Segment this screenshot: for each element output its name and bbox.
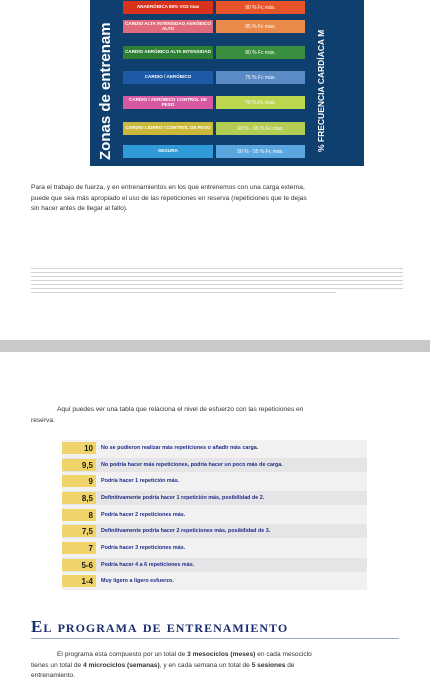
rpe-row	[62, 491, 367, 505]
rpe-description: Podría hacer 2 repeticiones más.	[101, 512, 186, 518]
rpe-row	[62, 558, 367, 572]
rpe-level: 9,5	[62, 459, 96, 471]
rpe-description: No se pudieron realizar más repeticiones o añadir más carga.	[101, 445, 259, 451]
rpe-description: Definitivamente podría hacer 1 repetición más, posibilidad de 2.	[101, 495, 265, 501]
program-intro: El programa esta compuesto por un total de	[57, 651, 186, 658]
rpe-description: No podría hacer más repeticiones, podría hacer un poco más de carga.	[101, 462, 283, 468]
zone-label: CARDIO / AERÓBICO	[123, 71, 213, 84]
rpe-level: 10	[62, 442, 96, 454]
rpe-row	[62, 458, 367, 472]
rpe-row	[62, 508, 367, 522]
program-text: tienes un total de	[31, 661, 84, 669]
zone-row	[123, 1, 305, 14]
zone-label: CARDIO LIGERO / CONTROL DE PESO	[123, 122, 213, 135]
strength-paragraph	[31, 183, 307, 215]
heading-divider	[31, 638, 399, 639]
heart-rate-axis-title: % FRECUENCIA CARDÍACA M	[316, 29, 326, 152]
zone-value: 70 % Fc máx.	[216, 96, 305, 109]
paragraph-line: reserva.	[31, 416, 55, 424]
rpe-level: 1-4	[62, 575, 96, 587]
zone-value: 85 % Fc máx.	[216, 20, 305, 33]
zone-label: CARDIO ALTA INTENSIDAD AERÓBICO ALTO	[123, 20, 213, 33]
paragraph-line: entrenamiento.	[31, 672, 75, 679]
rpe-level: 5-6	[62, 559, 96, 571]
sesiones-count: 5 sesiones	[251, 661, 286, 669]
program-text: de	[285, 661, 295, 669]
document-page-1	[0, 0, 430, 340]
program-text: en cada mesociclo	[255, 651, 312, 658]
paragraph-line: Para el trabajo de fuerza, y en entrenamientos en los que entrenemos con una carga externa,	[31, 184, 305, 191]
zone-label: ANAERÓBICA 86% VO2 max	[123, 1, 213, 14]
rpe-level: 7	[62, 542, 96, 554]
zone-label: CARDIO AERÓBICO ALTA INTENSIDAD	[123, 46, 213, 59]
zone-value: 50 % - 55 % Fc máx.	[216, 145, 305, 158]
zone-row	[123, 145, 305, 158]
zone-label: SEGURA	[123, 145, 213, 158]
heart-rate-zones-infographic	[90, 0, 364, 166]
rpe-row	[62, 441, 367, 455]
zone-value: 60 % - 65 % Fc máx.	[216, 122, 305, 135]
zone-row	[123, 20, 305, 33]
paragraph-line: Aquí puedes ver una tabla que relaciona el nivel de esfuerzo con las repeticiones en	[57, 406, 304, 413]
rpe-description: Muy ligero a ligero esfuerzo.	[101, 578, 174, 584]
rpe-description: Podría hacer 4 a 6 repeticiones más.	[101, 562, 195, 568]
zone-label: CARDIO / AERÓBICO CONTROL DE PESO	[123, 96, 213, 109]
program-paragraph	[31, 650, 401, 682]
rpe-description: Definitivamente podría hacer 2 repeticiones más, posibilidad de 3.	[101, 528, 271, 534]
zone-row	[123, 122, 305, 135]
zone-row	[123, 71, 305, 84]
mesociclos-count: 3 mesociclos (meses)	[187, 651, 256, 658]
rir-intro-paragraph	[31, 405, 402, 426]
microciclos-count: 4 microciclos (semanas)	[83, 661, 160, 669]
zone-value: 80 % Fc máx.	[216, 46, 305, 59]
zone-value: 75 % Fc máx.	[216, 71, 305, 84]
rpe-table	[62, 440, 367, 590]
paragraph-line: puede que sea más apropiado el uso de las repeticiones en reserva (repeticiones que te dejas	[31, 194, 307, 202]
rpe-row	[62, 541, 367, 555]
zone-row	[123, 96, 305, 109]
section-heading: El programa de entrenamiento	[31, 617, 289, 636]
rpe-row	[62, 474, 367, 488]
fine-print-block	[31, 268, 403, 296]
zone-value: 90 % Fc máx.	[216, 1, 305, 14]
rpe-level: 8	[62, 509, 96, 521]
rpe-row	[62, 574, 367, 588]
rpe-description: Podría hacer 3 repeticiones más.	[101, 545, 186, 551]
rpe-level: 9	[62, 475, 96, 487]
rpe-level: 8,5	[62, 492, 96, 504]
paragraph-line	[31, 650, 401, 661]
paragraph-line	[31, 661, 401, 672]
program-text: , y en cada semana un total de	[159, 661, 252, 669]
zone-row	[123, 46, 305, 59]
rpe-row	[62, 524, 367, 538]
zones-title: Zonas de entrenam	[97, 22, 114, 160]
rpe-level: 7,5	[62, 525, 96, 537]
rpe-description: Podría hacer 1 repetición más.	[101, 478, 180, 484]
paragraph-line: sin hacer antes de llegar al fallo).	[31, 205, 128, 212]
